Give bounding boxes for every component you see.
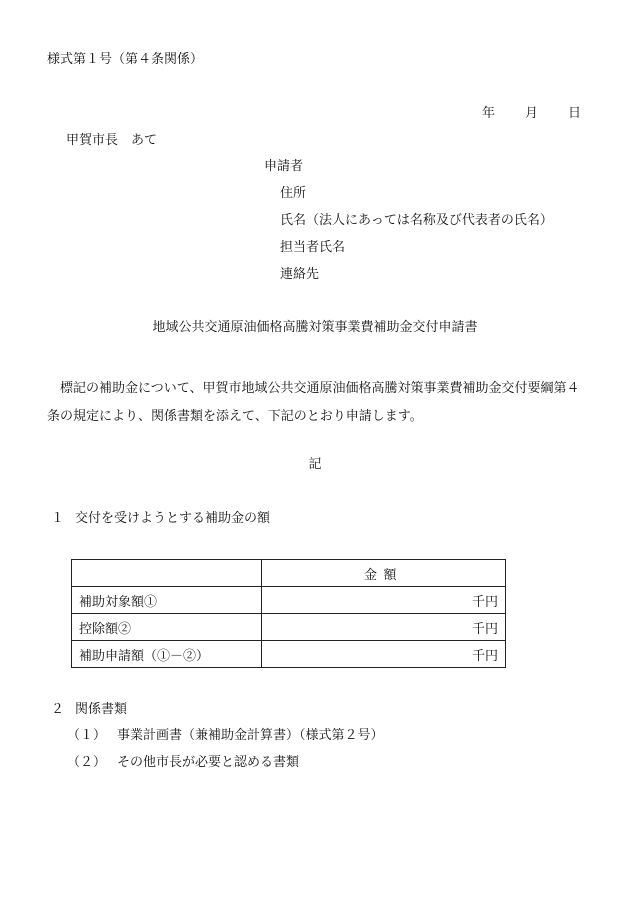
table-row	[72, 587, 506, 614]
form-number: 様式第１号（第４条関係）	[47, 52, 204, 67]
date-day: 日	[568, 106, 582, 121]
applicant-contact-label: 連絡先	[280, 267, 320, 282]
table-row	[72, 614, 506, 641]
section2-heading	[51, 702, 127, 718]
date-year: 年	[482, 106, 496, 121]
document-title: 地域公共交通原油価格高騰対策事業費補助金交付申請書	[152, 320, 478, 335]
body-paragraph: 標記の補助金について、甲賀市地域公共交通原油価格高騰対策事業費補助金交付要綱第４条の規定により、関係書類を添えて、下記のとおり申請します。	[47, 381, 580, 424]
row-amount-cell: 千円	[262, 587, 506, 614]
row-label: 補助対象額①	[72, 587, 262, 614]
section2-number: ２	[51, 702, 65, 717]
applicant-label: 申請者	[264, 159, 304, 174]
table-header-row	[72, 560, 506, 587]
list-item-number: （１）	[67, 728, 107, 743]
date-line	[482, 106, 581, 122]
list-item-number: （２）	[67, 755, 107, 770]
applicant-address-label: 住所	[280, 186, 307, 201]
list-item	[67, 728, 384, 744]
list-item-text: 事業計画書（兼補助金計算書）（様式第２号）	[117, 728, 384, 743]
row-label: 補助申請額（①－②）	[72, 641, 262, 668]
row-label: 控除額②	[72, 614, 262, 641]
list-item	[67, 755, 299, 771]
amount-table	[71, 559, 506, 668]
section1-heading	[51, 511, 270, 527]
section1-number: １	[51, 511, 65, 526]
row-amount-cell: 千円	[262, 614, 506, 641]
addressee: 甲賀市長 あて	[66, 133, 158, 148]
date-month: 月	[525, 106, 539, 121]
table-header-empty	[72, 560, 262, 587]
section1-title: 交付を受けようとする補助金の額	[75, 511, 271, 526]
ki-heading: 記	[308, 457, 322, 472]
table-header-amount: 金額	[262, 560, 506, 587]
list-item-text: その他市長が必要と認める書類	[117, 755, 300, 770]
row-amount-cell: 千円	[262, 641, 506, 668]
table-row	[72, 641, 506, 668]
applicant-person-label: 担当者氏名	[280, 240, 346, 255]
applicant-name-label: 氏名（法人にあっては名称及び代表者の氏名）	[280, 213, 553, 228]
section2-title: 関係書類	[75, 702, 128, 717]
